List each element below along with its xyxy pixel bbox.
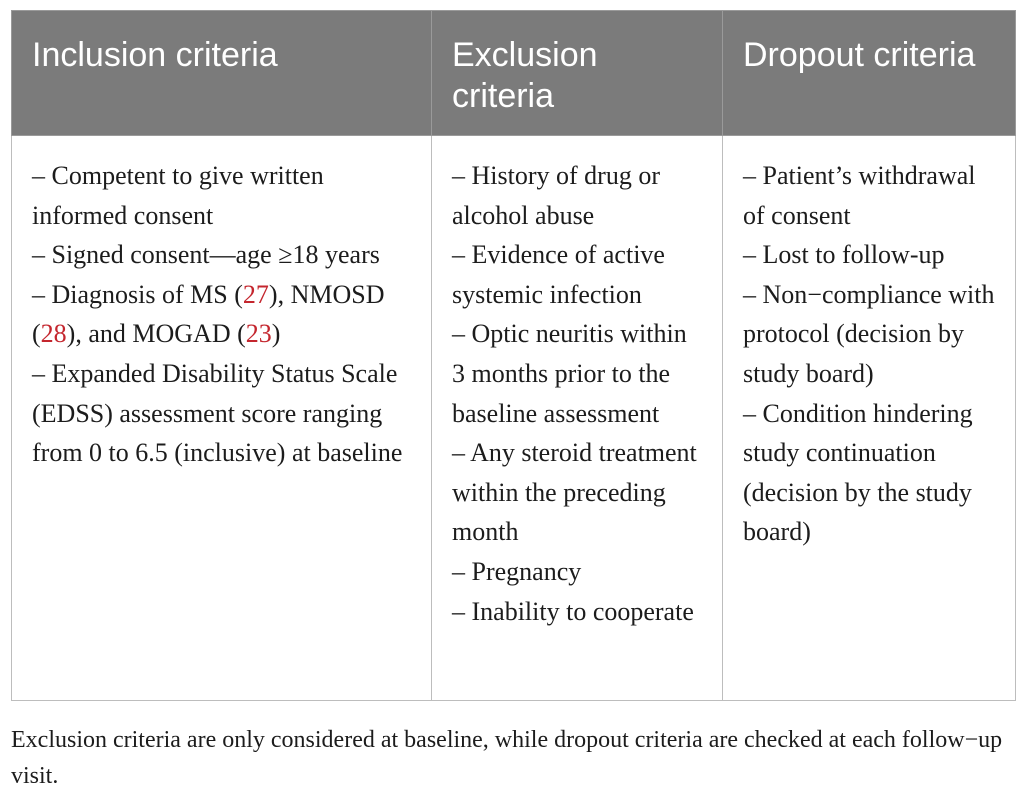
table-footnote: Exclusion criteria are only considered at baseline, while dropout criteria are checked at each follow−up visit. (11, 727, 1003, 789)
diagnosis-text-suffix: ) (271, 319, 281, 349)
dropout-item: – Lost to follow-up (743, 240, 945, 270)
header-inclusion-criteria: Inclusion criteria (12, 11, 432, 136)
dropout-item: – Non−compliance with protocol (decision by study board) (743, 279, 995, 388)
inclusion-item: – Competent to give written informed consent (32, 161, 324, 230)
exclusion-item: – Pregnancy (452, 556, 582, 586)
exclusion-item: – History of drug or alcohol abuse (452, 161, 660, 230)
exclusion-item: – Evidence of active systemic infection (452, 240, 665, 309)
reference-link-27[interactable]: 27 (242, 279, 269, 309)
inclusion-item: – Signed consent—age ≥18 years (32, 240, 380, 270)
reference-link-23[interactable]: 23 (245, 319, 272, 349)
header-exclusion-criteria: Exclusion criteria (432, 11, 723, 136)
exclusion-item: – Inability to cooperate (452, 596, 694, 626)
reference-link-28[interactable]: 28 (40, 319, 67, 349)
dropout-item: – Patient’s withdrawal of consent (743, 161, 976, 230)
table-row (12, 136, 1016, 701)
dropout-criteria-cell (723, 136, 1016, 701)
exclusion-item: – Any steroid treatment within the preceding month (452, 438, 697, 547)
diagnosis-text-prefix: – Diagnosis of MS ( (32, 279, 243, 309)
table-header-row (12, 11, 1016, 136)
inclusion-criteria-cell (12, 136, 432, 701)
criteria-table (11, 10, 1016, 701)
exclusion-criteria-cell (432, 136, 723, 701)
header-dropout-criteria: Dropout criteria (723, 11, 1016, 136)
dropout-item: – Condition hindering study continuation (decision by the study board) (743, 398, 973, 547)
exclusion-item: – Optic neuritis within 3 months prior to the baseline assessment (452, 319, 687, 428)
inclusion-item-diagnosis (32, 275, 411, 354)
criteria-table-container (11, 10, 1015, 701)
diagnosis-text-mid1: ), NMOSD ( (32, 279, 385, 349)
inclusion-item: – Expanded Disability Status Scale (EDSS) assessment score ranging from 0 to 6.5 (inclusive) at baseline (32, 358, 403, 468)
diagnosis-text-mid2: ), and MOGAD ( (66, 319, 246, 349)
